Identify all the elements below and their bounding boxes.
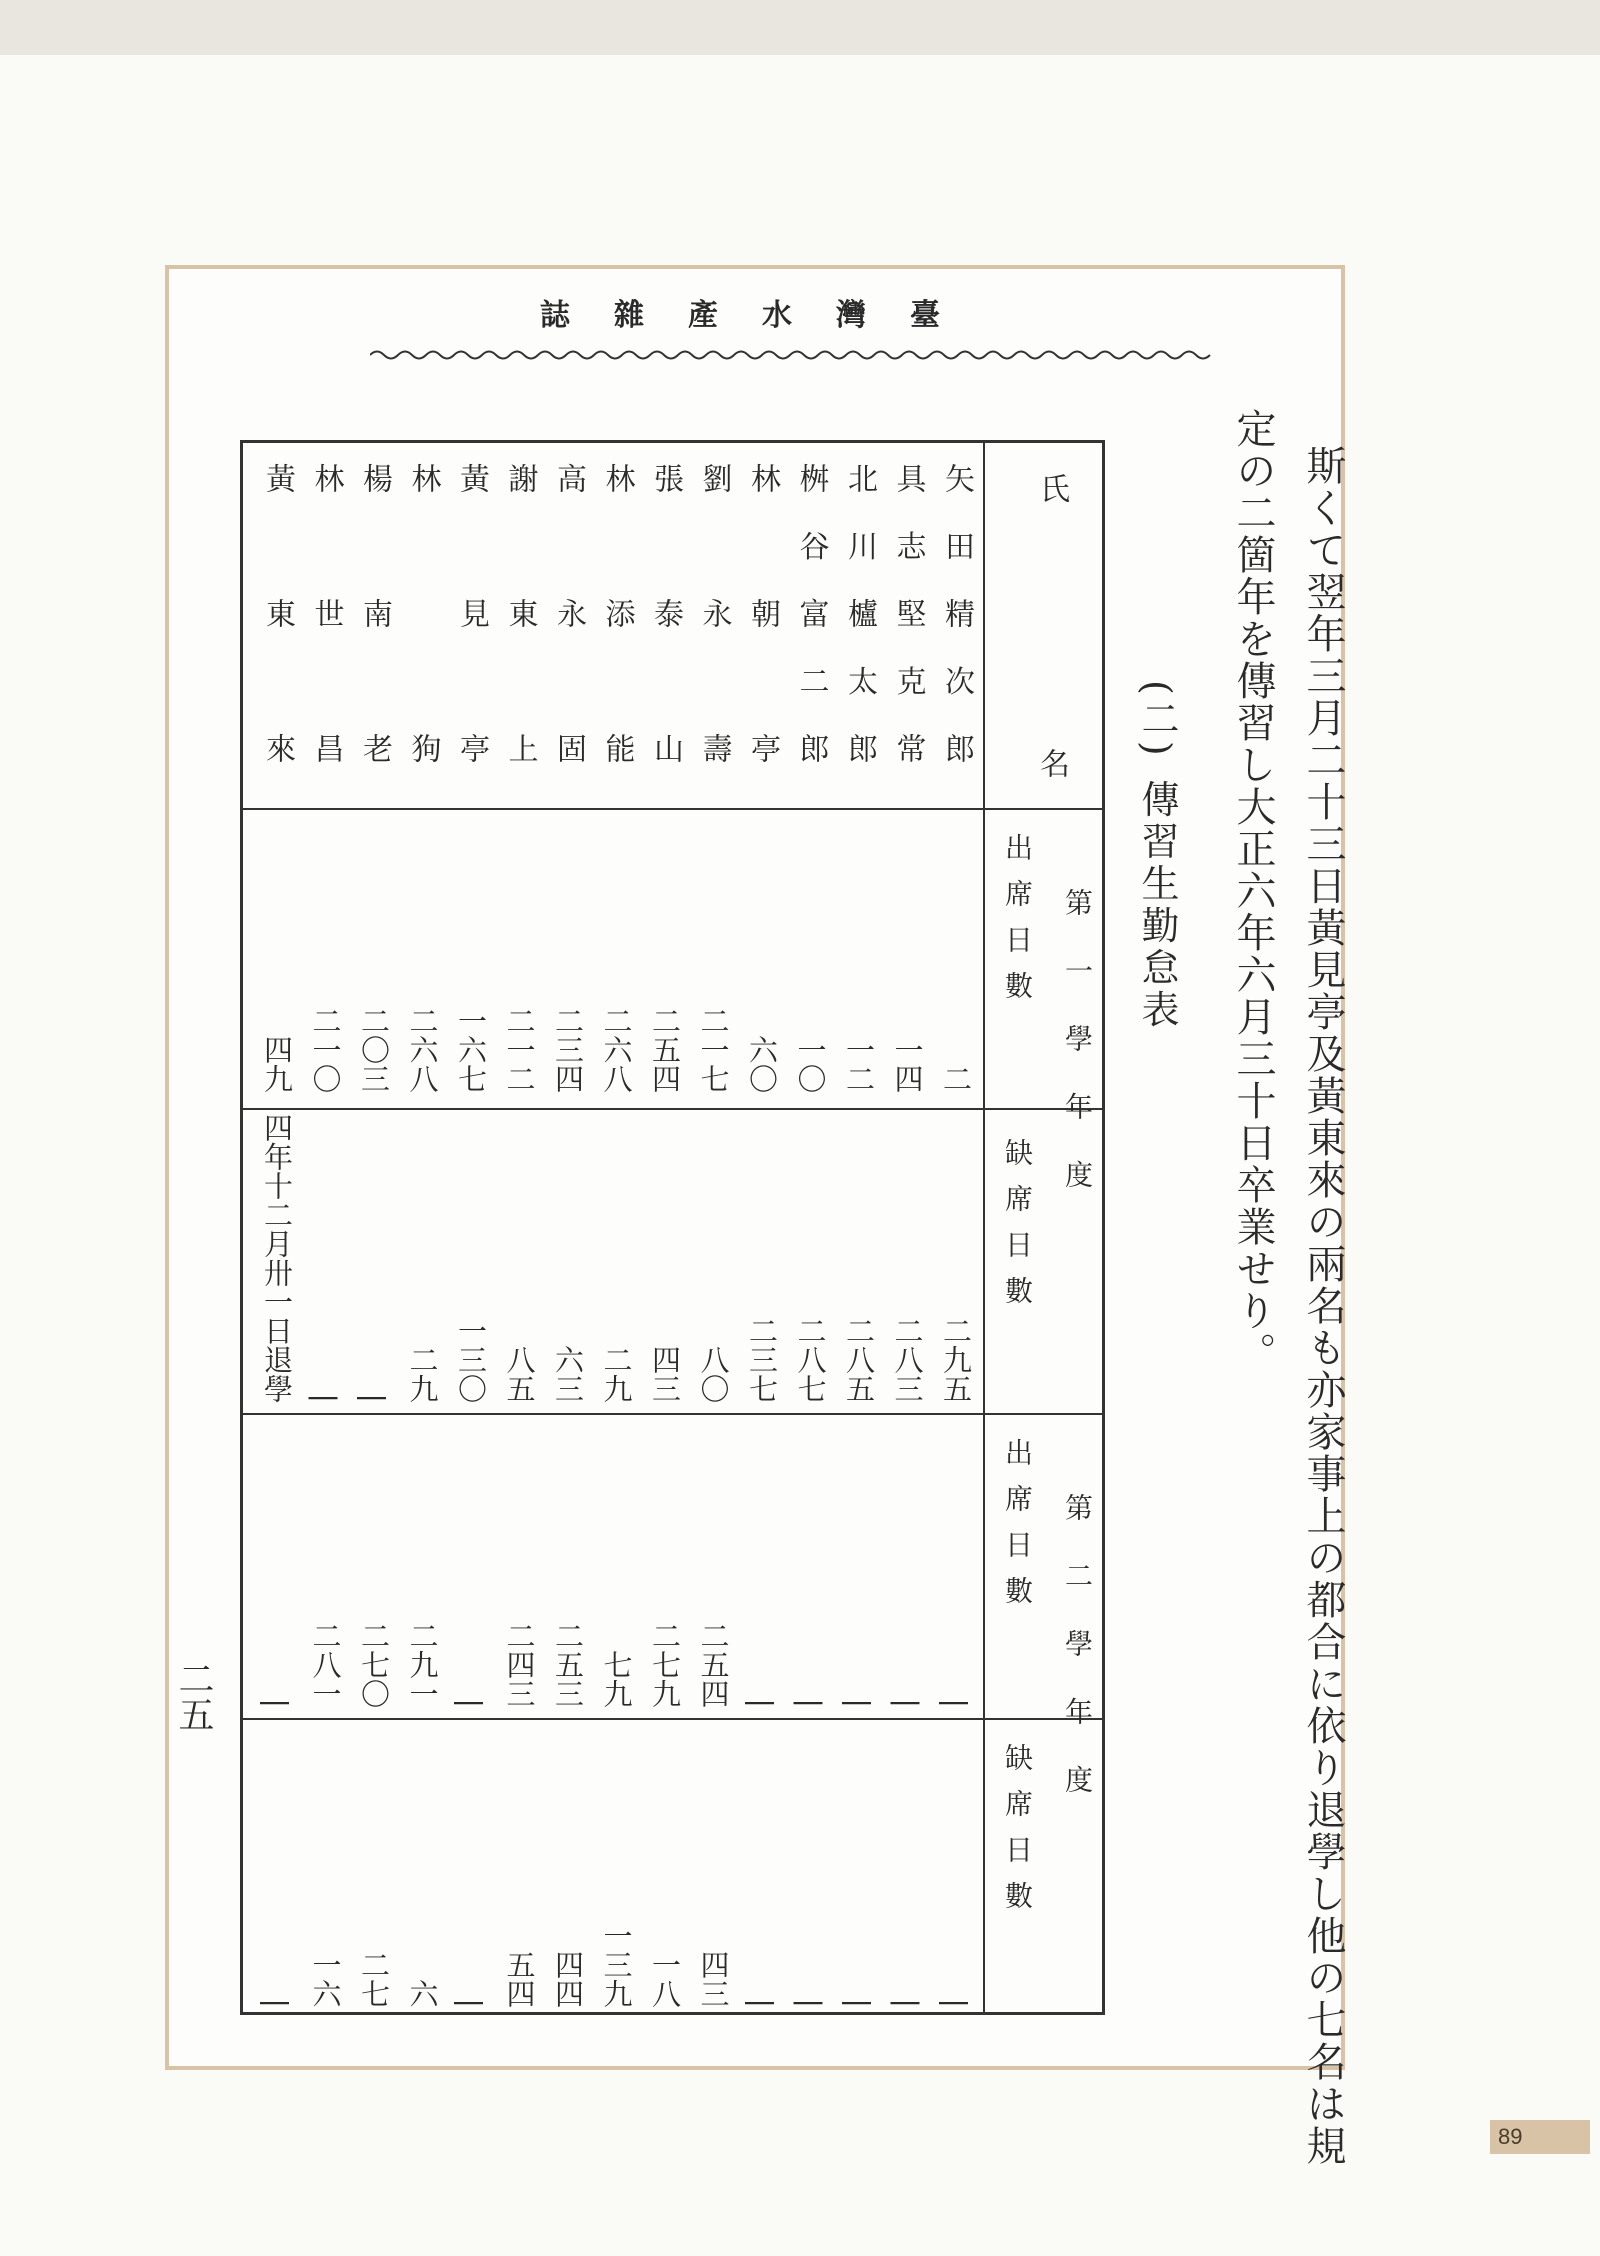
y1-attend-cell: 一六七 <box>454 1006 488 1093</box>
student-name: 桝谷富二郎 <box>793 463 829 763</box>
y2-attend-cell: 二七〇 <box>357 1621 391 1708</box>
student-name: 謝東上 <box>502 463 538 763</box>
student-name: 矢田精次郎 <box>939 463 974 763</box>
y2-absent-cell: 四四 <box>551 1950 585 2008</box>
y1-absent-cell: 二九 <box>405 1345 440 1403</box>
y1-attend-cell: 二一七 <box>696 1006 731 1093</box>
page-number-badge: 89 <box>1490 2120 1590 2154</box>
y2-attend-cell: 二五三 <box>551 1621 585 1708</box>
student-name: 北川櫨太郎 <box>842 463 877 763</box>
y1-attend-cell: 二一〇 <box>308 1006 343 1093</box>
y1-attend-cell: 一〇 <box>793 1035 828 1093</box>
year2-header: 第二學年度 <box>1061 1493 1094 1833</box>
y2-attend-cell: 二七九 <box>648 1621 682 1708</box>
y1-attend-cell: 二六八 <box>599 1006 634 1093</box>
student-name: 高永固 <box>551 463 586 763</box>
attendance-table <box>240 440 1105 2015</box>
y2-attend-cell: 二八一 <box>308 1621 343 1708</box>
table-rule-y1-mid <box>243 1108 1102 1110</box>
y2-attend-cell: | <box>745 1698 779 1708</box>
y2-attend-cell: | <box>793 1698 828 1708</box>
y2-absent-cell: 一八 <box>648 1950 682 2008</box>
student-name: 林狗 <box>405 463 441 763</box>
student-name: 林世昌 <box>308 463 344 763</box>
year2-absent-header: 缺席日數 <box>1001 1743 1034 1927</box>
y2-absent-cell: 四三 <box>696 1950 731 2008</box>
y2-absent-cell: | <box>842 1998 876 2008</box>
student-name: 具志堅克常 <box>890 463 926 763</box>
y2-attend-cell: 二五四 <box>696 1621 731 1708</box>
table-rule-y2-mid <box>243 1718 1102 1720</box>
y2-attend-cell: 二四三 <box>502 1621 537 1708</box>
page-number-vertical: 二五 <box>173 1660 214 1732</box>
y1-attend-cell: 二六八 <box>405 1006 440 1093</box>
table-rule-names <box>243 808 1102 810</box>
y1-absent-cell: | <box>357 1393 391 1403</box>
y2-attend-cell: | <box>842 1698 876 1708</box>
y1-absent-cell: 二八三 <box>890 1316 925 1403</box>
y1-absent-cell: 六三 <box>551 1345 585 1403</box>
y1-absent-cell: | <box>308 1393 343 1403</box>
y1-absent-cell: 二九 <box>599 1345 634 1403</box>
y1-absent-cell: 二九五 <box>939 1316 973 1403</box>
student-name: 林添能 <box>599 463 635 763</box>
y2-attend-cell: | <box>939 1698 973 1708</box>
section-number: (二) <box>1135 680 1179 760</box>
student-name: 黃東來 <box>260 463 295 763</box>
table-rule-data-edge <box>983 443 985 2012</box>
year1-absent-header: 缺席日數 <box>1001 1138 1034 1322</box>
y2-attend-cell: | <box>260 1698 294 1708</box>
student-name: 劉永壽 <box>696 463 732 763</box>
y1-absent-cell: 一三〇 <box>454 1316 488 1403</box>
y1-absent-cell: 二三七 <box>745 1316 779 1403</box>
y2-attend-cell: | <box>454 1698 488 1708</box>
body-text-line-1: 斯くて翌年三月二十三日黃見亭及黃東來の兩名も亦家事上の都合に依り退學し他の七名は規 <box>1300 445 1346 2167</box>
y2-absent-cell: 六 <box>405 1979 440 2008</box>
journal-header: 臺灣水產雜誌 <box>540 298 984 333</box>
y2-absent-cell: 一六 <box>308 1950 343 2008</box>
student-name: 黃見亭 <box>454 463 489 763</box>
y1-absent-cell: 八〇 <box>696 1345 731 1403</box>
y2-absent-cell: 一三九 <box>599 1921 634 2008</box>
section-title: 傳習生勤怠表 <box>1135 779 1179 1032</box>
y1-attend-cell: 二三四 <box>551 1006 585 1093</box>
table-rule-y1-y2 <box>243 1413 1102 1415</box>
year1-header: 第一學年度 <box>1061 888 1094 1228</box>
y1-attend-cell: 六〇 <box>745 1035 779 1093</box>
y1-absent-cell: 二八五 <box>842 1316 876 1403</box>
y1-attend-cell: 二一二 <box>502 1006 537 1093</box>
y2-attend-cell: | <box>890 1698 925 1708</box>
name-header-1: 氏 <box>1034 473 1069 503</box>
y1-attend-cell: 一四 <box>890 1035 925 1093</box>
y1-absent-cell: 八五 <box>502 1345 537 1403</box>
y2-absent-cell: 五四 <box>502 1950 537 2008</box>
y1-absent-cell: 二八七 <box>793 1316 828 1403</box>
y1-attend-cell: 二五四 <box>648 1006 682 1093</box>
header-wavy-rule <box>370 345 1220 365</box>
y2-absent-cell: | <box>890 1998 925 2008</box>
year2-attend-header: 出席日數 <box>1001 1438 1034 1622</box>
y2-absent-cell: | <box>793 1998 828 2008</box>
body-text-line-2: 定の二箇年を傳習し大正六年六月三十日卒業せり。 <box>1230 408 1276 1374</box>
section-heading <box>1130 680 1185 1032</box>
year1-attend-header: 出席日數 <box>1001 833 1034 1017</box>
y1-absent-cell: 四三 <box>648 1345 682 1403</box>
y1-attend-cell: 二 <box>939 1064 973 1093</box>
y1-absent-cell: 四年十二月卅一日退學 <box>260 1113 294 1403</box>
student-name: 張泰山 <box>648 463 683 763</box>
name-header-2: 名 <box>1034 748 1069 778</box>
top-scan-band <box>0 0 1600 55</box>
y2-absent-cell: | <box>454 1998 488 2008</box>
y1-attend-cell: 二〇三 <box>357 1006 391 1093</box>
y2-absent-cell: | <box>939 1998 973 2008</box>
y2-attend-cell: 七九 <box>599 1650 634 1708</box>
y1-attend-cell: 一二 <box>842 1035 876 1093</box>
y2-absent-cell: 二七 <box>357 1950 391 2008</box>
y2-attend-cell: 二九一 <box>405 1621 440 1708</box>
y2-absent-cell: | <box>260 1998 294 2008</box>
y2-absent-cell: | <box>745 1998 779 2008</box>
student-name: 楊南老 <box>357 463 392 763</box>
y1-attend-cell: 四九 <box>260 1035 294 1093</box>
student-name: 林朝亭 <box>745 463 780 763</box>
